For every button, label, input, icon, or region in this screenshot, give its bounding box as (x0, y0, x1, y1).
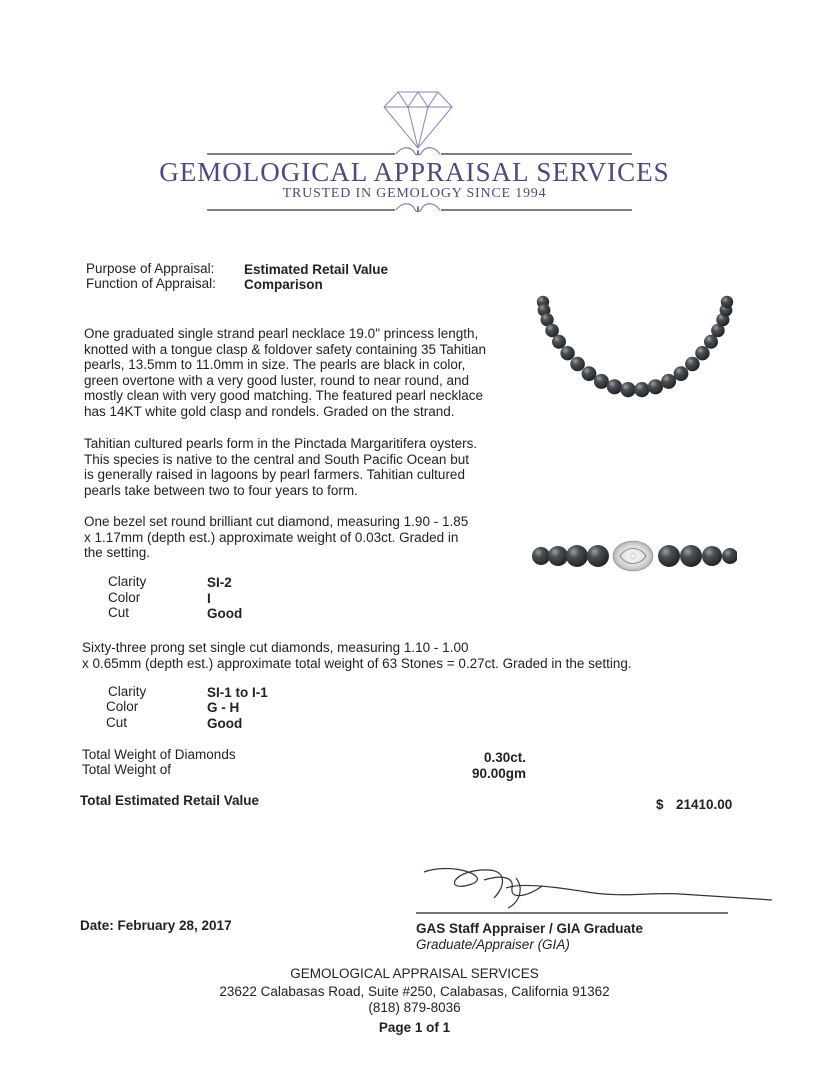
color-value: G - H (207, 700, 240, 715)
clarity-label: Clarity (108, 574, 147, 589)
desc-line: the setting. (84, 545, 151, 561)
bottom-flourish-icon (396, 204, 440, 212)
diamond-icon (384, 92, 452, 148)
total-retail-value: 21410.00 (676, 797, 733, 812)
currency-symbol: $ (656, 797, 664, 812)
clarity-value: SI-1 to I-1 (207, 685, 268, 700)
cut-value: Good (207, 716, 243, 731)
color-label: Color (106, 699, 139, 714)
total-weight-label: Total Weight of (82, 762, 172, 777)
prong-description (82, 640, 682, 671)
total-retail-label: Total Estimated Retail Value (80, 793, 260, 808)
desc-line: pearls take between two to four years to form. (84, 482, 358, 498)
pearl (552, 335, 566, 349)
clarity-label: Clarity (108, 684, 147, 699)
pearl (721, 296, 733, 308)
pearl (674, 366, 689, 381)
desc-line: Sixty-three prong set single cut diamonds, measuring 1.10 - 1.00 (82, 640, 469, 655)
footer-phone: (818) 879-8036 (368, 1000, 461, 1015)
desc-line: green overtone with a very good luster, round to near round, and (84, 372, 470, 388)
appraiser-signature (412, 858, 792, 916)
total-weight-value: 90.00gm (472, 766, 527, 781)
bezel-description (84, 514, 524, 561)
pearl (661, 374, 676, 389)
pearl (570, 357, 585, 372)
clarity-value: SI-2 (207, 575, 232, 590)
pearl (594, 374, 609, 389)
desc-line: This species is native to the central and South Pacific Ocean but (84, 451, 469, 467)
pearl (607, 379, 622, 394)
pearl-clasp-photo (532, 534, 737, 582)
pearl (621, 382, 636, 397)
pearl (685, 357, 700, 372)
purpose-value: Estimated Retail Value (244, 262, 389, 277)
desc-line: x 0.65mm (depth est.) approximate total weight of 63 Stones = 0.27ct. Graded in the setting. (82, 655, 632, 671)
appraiser-title: GAS Staff Appraiser / GIA Graduate (416, 921, 644, 936)
necklace-description (84, 326, 524, 420)
total-diamonds-label: Total Weight of Diamonds (82, 747, 236, 762)
desc-line: pearls, 13.5mm to 11.0mm in size. The pearls are black in color, (84, 357, 466, 373)
color-label: Color (108, 590, 141, 605)
footer-company: GEMOLOGICAL APPRAISAL SERVICES (290, 966, 539, 981)
pearl (648, 379, 663, 394)
desc-line: is generally raised in lagoons by pearl farmers. Tahitian cultured (84, 467, 465, 483)
desc-line: has 14KT white gold clasp and rondels. Graded on the strand. (84, 403, 455, 419)
purpose-label: Purpose of Appraisal: (86, 261, 215, 276)
cut-value: Good (207, 606, 243, 621)
brand-name: GEMOLOGICAL APPRAISAL SERVICES (159, 157, 670, 187)
brand-tagline: TRUSTED IN GEMOLOGY SINCE 1994 (282, 186, 547, 201)
desc-line: One graduated single strand pearl necklace 19.0" princess length, (84, 326, 479, 341)
pearl (695, 346, 709, 360)
cut-label: Cut (106, 715, 128, 730)
desc-line: Tahitian cultured pearls form in the Pinctada Margaritifera oysters. (84, 436, 478, 451)
desc-line: One bezel set round brilliant cut diamond, measuring 1.90 - 1.85 (84, 514, 469, 529)
appraisal-date: Date: February 28, 2017 (80, 918, 232, 933)
color-value: I (207, 591, 211, 606)
pearl (560, 346, 574, 360)
appraiser-subtitle: Graduate/Appraiser (GIA) (416, 937, 570, 952)
brand-logo (0, 80, 829, 230)
desc-line: x 1.17mm (depth est.) approximate weight of 0.03ct. Graded in (84, 529, 459, 545)
footer-address: 23622 Calabasas Road, Suite #250, Calabasas, California 91362 (219, 984, 610, 999)
function-value: Comparison (244, 277, 323, 292)
desc-line: knotted with a tongue clasp & foldover safety containing 35 Tahitian (84, 341, 487, 357)
desc-line: mostly clean with very good matching. The featured pearl necklace (84, 388, 483, 404)
pearl (582, 366, 597, 381)
total-diamonds-value: 0.30ct. (484, 750, 527, 765)
pearl (634, 382, 649, 397)
pearl-necklace-photo (535, 290, 735, 410)
cut-label: Cut (108, 605, 130, 620)
page-number: Page 1 of 1 (378, 1020, 451, 1035)
tahitian-description (84, 436, 524, 498)
function-label: Function of Appraisal: (86, 276, 216, 291)
